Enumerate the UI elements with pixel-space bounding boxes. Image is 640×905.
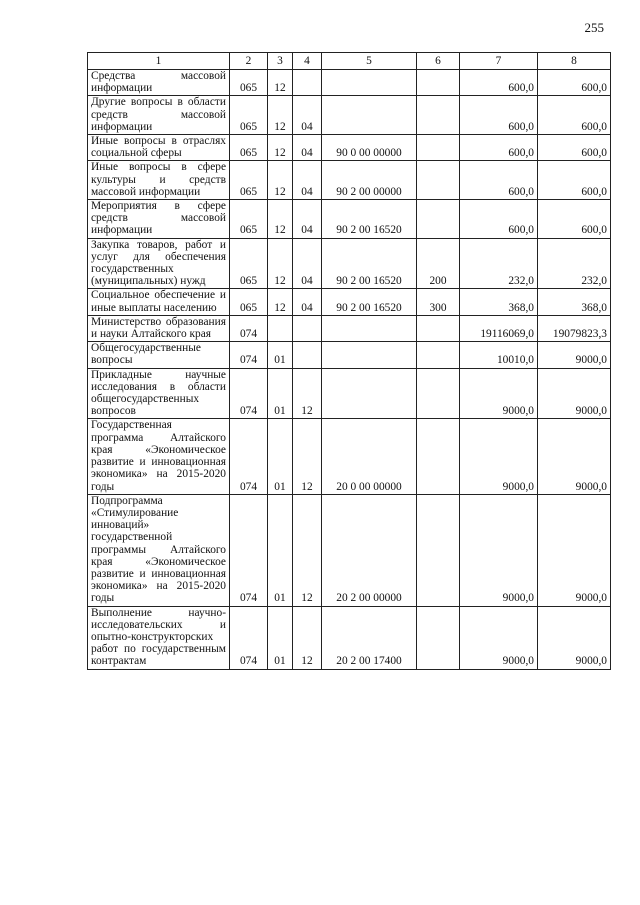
cell-col5: 20 0 00 00000 — [322, 419, 417, 494]
cell-col5: 20 2 00 17400 — [322, 606, 417, 669]
cell-col2: 065 — [230, 70, 268, 96]
cell-col6 — [417, 315, 460, 341]
cell-col2: 074 — [230, 419, 268, 494]
cell-col6 — [417, 70, 460, 96]
cell-col8: 600,0 — [538, 96, 611, 135]
cell-name: Выполнение научно-исследовательских и опытно-конструкторских работ по государственным контрактам — [88, 606, 230, 669]
cell-col2: 074 — [230, 315, 268, 341]
cell-col4: 12 — [293, 419, 322, 494]
column-header: 7 — [460, 53, 538, 70]
cell-col3: 12 — [268, 238, 293, 289]
cell-col8: 9000,0 — [538, 606, 611, 669]
cell-col7: 19116069,0 — [460, 315, 538, 341]
cell-col4 — [293, 342, 322, 368]
cell-name: Государственная программа Алтайского края «Экономическое развитие и инновационная экономика» на 2015-2020 годы — [88, 419, 230, 494]
cell-col2: 074 — [230, 606, 268, 669]
cell-col3: 01 — [268, 419, 293, 494]
cell-col7: 368,0 — [460, 289, 538, 315]
cell-col6 — [417, 606, 460, 669]
column-header: 8 — [538, 53, 611, 70]
cell-col8: 9000,0 — [538, 494, 611, 606]
table-row — [88, 135, 611, 161]
table-header-row — [88, 53, 611, 70]
cell-name: Мероприятия в сфере средств массовой информации — [88, 200, 230, 239]
cell-col3: 12 — [268, 135, 293, 161]
table-row — [88, 238, 611, 289]
table-row — [88, 70, 611, 96]
cell-col3: 01 — [268, 368, 293, 419]
cell-col2: 065 — [230, 135, 268, 161]
cell-col3: 01 — [268, 494, 293, 606]
cell-name: Министерство образования и науки Алтайского края — [88, 315, 230, 341]
cell-col3: 01 — [268, 606, 293, 669]
cell-col5: 90 2 00 00000 — [322, 161, 417, 200]
table-row — [88, 494, 611, 606]
cell-col4: 04 — [293, 96, 322, 135]
table-row — [88, 419, 611, 494]
cell-col3 — [268, 315, 293, 341]
cell-col8: 600,0 — [538, 161, 611, 200]
cell-col3: 12 — [268, 96, 293, 135]
cell-col7: 600,0 — [460, 70, 538, 96]
cell-col4: 04 — [293, 238, 322, 289]
cell-col7: 232,0 — [460, 238, 538, 289]
table-row — [88, 368, 611, 419]
cell-col2: 065 — [230, 238, 268, 289]
cell-name: Другие вопросы в области средств массовой информации — [88, 96, 230, 135]
cell-col7: 10010,0 — [460, 342, 538, 368]
cell-col4: 04 — [293, 200, 322, 239]
column-header: 1 — [88, 53, 230, 70]
cell-col5: 90 0 00 00000 — [322, 135, 417, 161]
cell-col7: 600,0 — [460, 200, 538, 239]
cell-name: Иные вопросы в сфере культуры и средств массовой информации — [88, 161, 230, 200]
cell-col6 — [417, 419, 460, 494]
table-row — [88, 606, 611, 669]
table-row — [88, 96, 611, 135]
cell-col8: 9000,0 — [538, 368, 611, 419]
cell-col8: 232,0 — [538, 238, 611, 289]
cell-col6 — [417, 200, 460, 239]
cell-col2: 065 — [230, 161, 268, 200]
cell-name: Средства массовой информации — [88, 70, 230, 96]
cell-col4 — [293, 70, 322, 96]
cell-col5 — [322, 368, 417, 419]
cell-col6 — [417, 135, 460, 161]
cell-col2: 074 — [230, 494, 268, 606]
table-row — [88, 161, 611, 200]
cell-name: Прикладные научные исследования в области общегосударственных вопросов — [88, 368, 230, 419]
cell-col7: 600,0 — [460, 96, 538, 135]
cell-col5: 90 2 00 16520 — [322, 200, 417, 239]
column-header: 4 — [293, 53, 322, 70]
cell-col6 — [417, 342, 460, 368]
cell-name: Закупка товаров, работ и услуг для обеспечения государственных (муниципальных) нужд — [88, 238, 230, 289]
cell-col4: 12 — [293, 606, 322, 669]
cell-col8: 9000,0 — [538, 419, 611, 494]
column-header: 5 — [322, 53, 417, 70]
cell-col7: 9000,0 — [460, 606, 538, 669]
cell-col6 — [417, 494, 460, 606]
cell-col6 — [417, 96, 460, 135]
cell-col4: 04 — [293, 135, 322, 161]
cell-col2: 065 — [230, 289, 268, 315]
cell-col6: 200 — [417, 238, 460, 289]
cell-col2: 074 — [230, 368, 268, 419]
cell-col3: 12 — [268, 289, 293, 315]
cell-col4: 04 — [293, 289, 322, 315]
column-header: 6 — [417, 53, 460, 70]
cell-col5: 90 2 00 16520 — [322, 289, 417, 315]
page-number: 255 — [584, 20, 604, 35]
cell-col8: 19079823,3 — [538, 315, 611, 341]
cell-col5 — [322, 342, 417, 368]
cell-col6 — [417, 161, 460, 200]
cell-col7: 9000,0 — [460, 494, 538, 606]
table-row — [88, 289, 611, 315]
cell-col2: 065 — [230, 96, 268, 135]
cell-col5: 90 2 00 16520 — [322, 238, 417, 289]
cell-col8: 600,0 — [538, 70, 611, 96]
cell-col2: 074 — [230, 342, 268, 368]
cell-col2: 065 — [230, 200, 268, 239]
cell-col7: 600,0 — [460, 161, 538, 200]
cell-col7: 600,0 — [460, 135, 538, 161]
cell-col5 — [322, 96, 417, 135]
budget-table — [87, 52, 611, 670]
cell-col8: 368,0 — [538, 289, 611, 315]
cell-col8: 9000,0 — [538, 342, 611, 368]
cell-col3: 12 — [268, 70, 293, 96]
cell-col4: 04 — [293, 161, 322, 200]
cell-name: Социальное обеспечение и иные выплаты населению — [88, 289, 230, 315]
cell-col8: 600,0 — [538, 200, 611, 239]
cell-col8: 600,0 — [538, 135, 611, 161]
cell-col4: 12 — [293, 368, 322, 419]
cell-col5 — [322, 70, 417, 96]
cell-col3: 12 — [268, 200, 293, 239]
cell-col5: 20 2 00 00000 — [322, 494, 417, 606]
table-row — [88, 342, 611, 368]
cell-col4: 12 — [293, 494, 322, 606]
cell-name: Подпрограмма «Стимулирование инноваций» государственной программы Алтайского края «Экономическое развитие и инновационная экономика» на 2015-2020 годы — [88, 494, 230, 606]
column-header: 2 — [230, 53, 268, 70]
cell-col4 — [293, 315, 322, 341]
cell-col5 — [322, 315, 417, 341]
table-row — [88, 315, 611, 341]
cell-col7: 9000,0 — [460, 419, 538, 494]
cell-name: Общегосударственные вопросы — [88, 342, 230, 368]
cell-col6: 300 — [417, 289, 460, 315]
table-row — [88, 200, 611, 239]
cell-col6 — [417, 368, 460, 419]
cell-col3: 01 — [268, 342, 293, 368]
cell-col7: 9000,0 — [460, 368, 538, 419]
cell-name: Иные вопросы в отраслях социальной сферы — [88, 135, 230, 161]
cell-col3: 12 — [268, 161, 293, 200]
column-header: 3 — [268, 53, 293, 70]
